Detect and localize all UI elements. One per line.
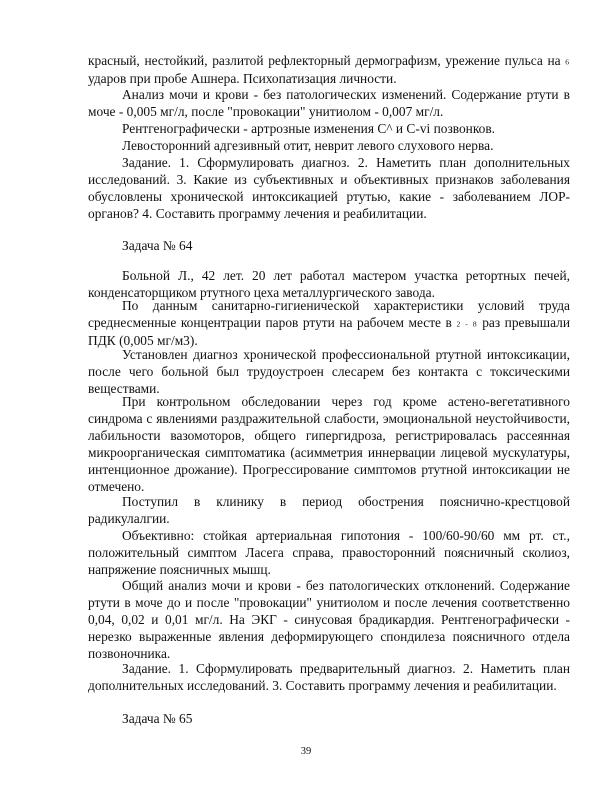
text-line: Задание. 1. Сформулировать диагноз. 2. Наметить план дополнительных bbox=[122, 155, 570, 170]
paragraph-admission bbox=[88, 493, 570, 527]
text-line: после чего больной был трудоустроен слесарем без контакта с токсическими bbox=[88, 364, 570, 379]
paragraph-otitis bbox=[88, 137, 570, 154]
text-line: ударов при пробе Ашнера. Психопатизация личности. bbox=[88, 71, 397, 87]
text-line: Объективно: стойкая артериальная гипотония - 100/60-90/60 мм рт. ст., bbox=[122, 528, 570, 543]
text-line: При контрольном обследовании через год кроме астено-вегетативного bbox=[122, 394, 570, 409]
text-line: позвоночника. bbox=[88, 646, 171, 661]
text-line: По данным санитарно-гигиенической характеристики условий труда bbox=[122, 298, 570, 313]
small-number: 2 - 8 bbox=[456, 319, 478, 329]
text-line: раз превышали bbox=[482, 315, 571, 330]
text-line: положительный симптом Ласега справа, правосторонний поясничный сколиоз, bbox=[88, 545, 570, 560]
paragraph-task-64 bbox=[88, 660, 570, 694]
text-line: нерезко выраженные явления деформирующего спондилеза поясничного отдела bbox=[88, 629, 570, 644]
text-line: Установлен диагноз хронической профессиональной ртутной интоксикации, bbox=[122, 347, 570, 362]
text-line: органов? 4. Составить программу лечения и реабилитации. bbox=[88, 206, 427, 221]
paragraph-diagnosis bbox=[88, 346, 570, 397]
text-line: синдрома с явлениями раздражительной слабости, эмоциональной неустойчивости, bbox=[88, 411, 570, 426]
paragraph-patient bbox=[88, 267, 570, 301]
text-line: ртути в моче до и после "провокации" унитиолом и после лечения соответственно bbox=[88, 595, 570, 610]
paragraph-control-exam bbox=[88, 393, 570, 495]
text-line: Левосторонний адгезивный отит, неврит левого слухового нерва. bbox=[122, 138, 494, 153]
text-line: конденсаторщиком ртутного цеха металлургического завода. bbox=[88, 285, 435, 300]
text-line: красный, нестойкий, разлитой рефлекторный дермографизм, урежение пульса на bbox=[88, 53, 561, 68]
text-line: веществами. bbox=[88, 381, 160, 396]
text-line: Анализ мочи и крови - без патологических изменений. Содержание ртути в bbox=[122, 87, 570, 102]
paragraph-symptoms bbox=[88, 52, 570, 87]
heading-task-64: Задача № 64 bbox=[122, 238, 193, 253]
text-line: радикулалгии. bbox=[88, 511, 170, 526]
text-line: исследований. 3. Какие из субъективных и объективных признаков заболевания bbox=[88, 172, 570, 187]
small-number: 6 bbox=[565, 57, 570, 67]
text-line: интенционное дрожание). Прогрессирование симптомов ртутной интоксикации не bbox=[88, 462, 570, 477]
paragraph-objective bbox=[88, 527, 570, 578]
text-line: лабильности вазомоторов, общего гипергидроза, регистрировалась рассеянная bbox=[88, 428, 570, 443]
text-line: отмечено. bbox=[88, 479, 145, 494]
paragraph-xray bbox=[88, 120, 570, 137]
text-line: Поступил в клинику в период обострения пояснично-крестцовой bbox=[122, 494, 570, 509]
text-line: Задание. 1. Сформулировать предварительный диагноз. 2. Наметить план bbox=[122, 661, 570, 676]
text-line: Больной Л., 42 лет. 20 лет работал мастером участка ретортных печей, bbox=[122, 268, 570, 283]
text-line: среднесменные концентрации паров ртути на рабочем месте в bbox=[88, 315, 452, 330]
text-line: дополнительных исследований. 3. Составить программу лечения и реабилитации. bbox=[88, 678, 557, 693]
text-line: моче - 0,005 мг/л, после "провокации" унитиолом - 0,007 мг/л. bbox=[88, 104, 444, 119]
page-number: 39 bbox=[300, 746, 312, 757]
paragraph-lab-results bbox=[88, 577, 570, 662]
text-line: микроорганическая симптоматика (асимметрия иннервации лицевой мускулатуры, bbox=[88, 445, 570, 460]
text-line: 0,04, 0,02 и 0,01 мг/л. На ЭКГ - синусовая брадикардия. Рентгенографически - bbox=[88, 612, 570, 627]
paragraph-hygiene bbox=[88, 297, 570, 349]
text-line: ПДК (0,005 мг/м3). bbox=[88, 333, 198, 349]
paragraph-task-63 bbox=[88, 154, 570, 222]
heading-task-65: Задача № 65 bbox=[122, 711, 193, 726]
paragraph-analysis bbox=[88, 86, 570, 120]
text-line: Общий анализ мочи и крови - без патологических отклонений. Содержание bbox=[122, 578, 570, 593]
text-line: обусловлены хронической интоксикацией ртутью, какие - заболеванием ЛОР- bbox=[88, 189, 570, 204]
text-line: напряжение поясничных мышц. bbox=[88, 562, 271, 577]
text-line: Рентгенографически - артрозные изменения С^ и С-vi позвонков. bbox=[122, 121, 496, 136]
